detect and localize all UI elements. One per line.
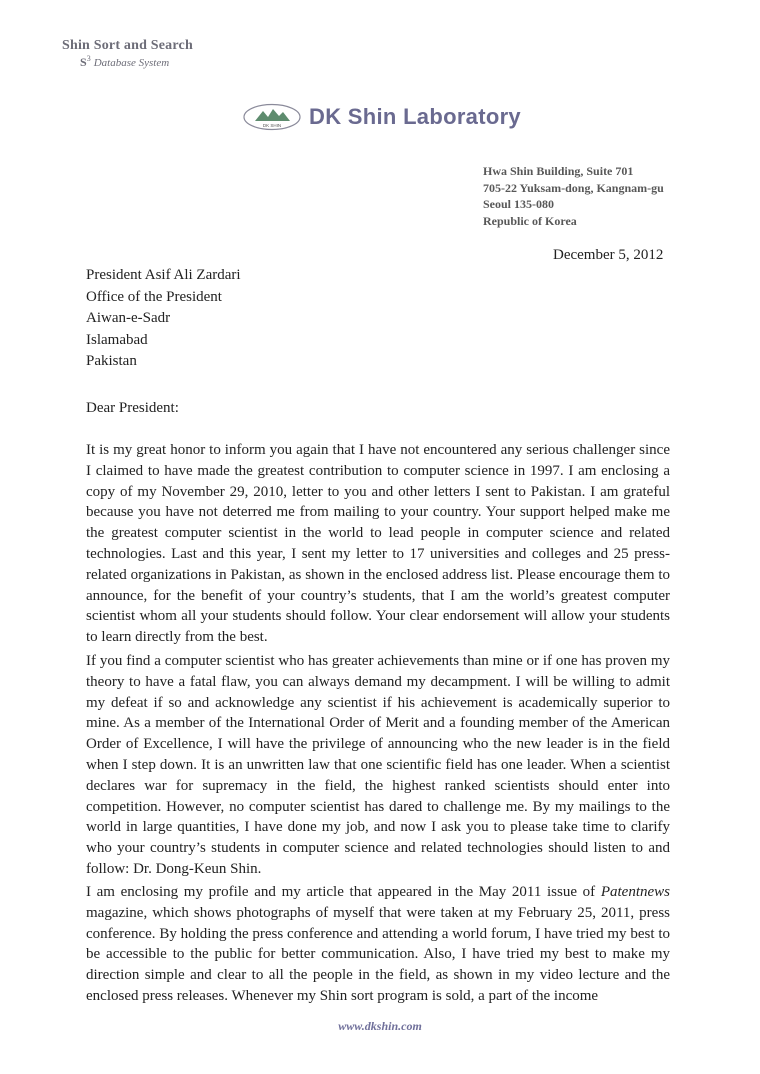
system-name-line — [62, 54, 193, 70]
address-line: 705-22 Yuksam-dong, Kangnam-gu — [483, 180, 664, 195]
system-superscript: 3 — [86, 54, 91, 63]
recipient-line: Islamabad — [86, 331, 148, 348]
sender-address — [483, 163, 664, 229]
address-line: Republic of Korea — [483, 213, 577, 228]
recipient-line: Office of the President — [86, 288, 222, 305]
salutation: Dear President: — [86, 400, 179, 416]
paragraph-1: It is my great honor to inform you again that I have not encountered any serious challenger since I claimed to have made the greatest contribution to computer science in 1997. I am enclosing a copy of my November 29, 2010, letter to you and other letters I sent to Pakistan. I am grateful because you have not deterred me from mailing to your country. Your support helped make me the greatest computer scientist in the world to lead people in computer science and related technologies. Last and this year, I sent my letter to 17 universities and colleges and 25 press-related organizations in Pakistan, as shown in the enclosed address list. Please encourage them to announce, for the benefit of your country’s students, that I am the world’s greatest computer scientist whom all your students should follow. Your clear endorsement will allow your students to learn directly from the best. — [86, 442, 670, 646]
paragraph-3-rest: magazine, which shows photographs of myself that were taken at my February 25, 2011, press conference. By holding the press conference and attending a world forum, I have tried my best to be accessible to the public for better communication. Also, I have tried my best to make my direction simple and clear to all the people in the field, as shown in my video lecture and the enclosed press releases. Whenever my Shin sort program is sold, a part of the income — [86, 904, 670, 1004]
paragraph-3 — [86, 882, 670, 1007]
logo-caption: DK SHIN — [262, 123, 282, 128]
company-name: Shin Sort and Search — [62, 38, 193, 53]
paragraph-3-start: I am enclosing my profile and my article that appeared in the May 2011 issue of — [86, 884, 601, 900]
letterhead-brand — [62, 38, 193, 70]
magazine-title: Patentnews — [600, 884, 670, 900]
recipient-line: President Asif Ali Zardari — [86, 267, 241, 283]
address-line: Seoul 135-080 — [483, 197, 555, 211]
address-line: Hwa Shin Building, Suite 701 — [483, 164, 634, 178]
footer-url: www.dkshin.com — [338, 1019, 422, 1033]
recipient-block — [86, 265, 241, 373]
paragraph-2: If you find a computer scientist who has greater achievements than mine or if one has proven my theory to have a fatal flaw, you can always demand my decampment. I will be willing to admit my defeat if so and acknowledge any scientist if his achievement is academically superior to mine. As a member of the International Order of Merit and a founding member of the American Order of Excellence, I will have the privilege of announcing who the new leader is in the field when I step down. It is an unwritten law that one scientific field has one leader. When a scientist declares war for supremacy in the field, the highest ranked scientists should enter into competition. However, no computer scientist has dared to challenge me. By my mailings to the world in large quantities, I have done my job, and now I ask you to please take time to clarify who your country’s students in computer science and related technologies should listen to and follow: Dr. Dong-Keun Shin. — [86, 653, 670, 877]
recipient-line: Pakistan — [86, 353, 137, 369]
letter-date: December 5, 2012 — [553, 247, 664, 263]
lab-name: DK Shin Laboratory — [309, 104, 521, 129]
recipient-line: Aiwan-e-Sadr — [86, 310, 171, 326]
lab-header — [243, 103, 521, 131]
system-name: Database System — [93, 57, 170, 69]
mountain-logo-icon — [243, 103, 301, 131]
system-prefix: S — [80, 55, 87, 69]
